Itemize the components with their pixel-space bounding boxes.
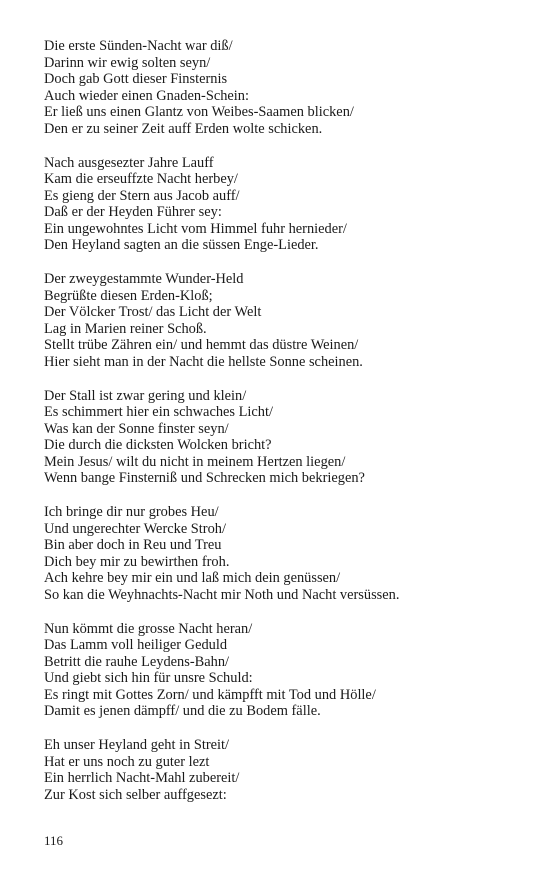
poem-line: Bin aber doch in Reu und Treu	[44, 537, 222, 553]
poem-line: Den er zu seiner Zeit auff Erden wolte schicken.	[44, 120, 323, 137]
poem-line: Nun kömmt die grosse Nacht heran/	[44, 620, 253, 637]
poem-line: Ein ungewohntes Licht vom Himmel fuhr hernieder/	[44, 220, 347, 237]
poem-line: Damit es jenen dämpff/ und die zu Bodem fälle.	[44, 703, 321, 719]
poem-line: Was kan der Sonne finster seyn/	[44, 420, 229, 437]
poem-line: Zur Kost sich selber auffgesezt:	[44, 786, 227, 803]
poem-line: Betritt die rauhe Leydens-Bahn/	[44, 653, 230, 670]
poem-line: Das Lamm voll heiliger Geduld	[44, 637, 228, 653]
poem-line: Eh unser Heyland geht in Streit/	[44, 737, 230, 753]
poem-line: Den Heyland sagten an die süssen Enge-Lieder.	[44, 237, 319, 253]
poem-line: Ein herrlich Nacht-Mahl zubereit/	[44, 770, 240, 786]
poem-line: Hat er uns noch zu guter lezt	[44, 753, 210, 770]
poem-body	[44, 38, 524, 821]
poem-line: Nach ausgesezter Jahre Lauff	[44, 154, 214, 171]
poem-line: Dich bey mir zu bewirthen froh.	[44, 553, 230, 570]
poem-line: Hier sieht man in der Nacht die hellste Sonne scheinen.	[44, 353, 363, 370]
poem-line: Stellt trübe Zähren ein/ und hemmt das düstre Weinen/	[44, 337, 359, 353]
stanza-5	[44, 504, 524, 603]
poem-line: Er ließ uns einen Glantz von Weibes-Saamen blicken/	[44, 104, 354, 120]
stanza-7	[44, 737, 524, 803]
poem-line: Die erste Sünden-Nacht war diß/	[44, 38, 233, 54]
stanza-6	[44, 621, 524, 720]
poem-line: Darinn wir ewig solten seyn/	[44, 54, 211, 71]
stanza-1	[44, 38, 524, 137]
page-number: 116	[44, 833, 64, 848]
poem-line: Und giebt sich hin für unsre Schuld:	[44, 670, 253, 686]
poem-line: Kam die erseuffzte Nacht herbey/	[44, 171, 238, 187]
poem-line: Ach kehre bey mir ein und laß mich dein genüssen/	[44, 570, 341, 586]
stanza-2	[44, 155, 524, 254]
poem-line: Ich bringe dir nur grobes Heu/	[44, 504, 219, 520]
poem-line: Mein Jesus/ wilt du nicht in meinem Hertzen liegen/	[44, 453, 346, 470]
poem-line: Der Völcker Trost/ das Licht der Welt	[44, 304, 262, 320]
poem-line: So kan die Weyhnachts-Nacht mir Noth und Nacht versüssen.	[44, 586, 400, 603]
poem-line: Daß er der Heyden Führer sey:	[44, 204, 222, 220]
poem-line: Es schimmert hier ein schwaches Licht/	[44, 404, 273, 420]
poem-line: Es ringt mit Gottes Zorn/ und kämpfft mit Tod und Hölle/	[44, 686, 376, 703]
poem-line: Die durch die dicksten Wolcken bricht?	[44, 437, 272, 453]
poem-line: Der Stall ist zwar gering und klein/	[44, 387, 247, 404]
poem-line: Und ungerechter Wercke Stroh/	[44, 520, 226, 537]
poem-line: Lag in Marien reiner Schoß.	[44, 320, 207, 337]
poem-line: Doch gab Gott dieser Finsternis	[44, 71, 228, 87]
stanza-3	[44, 271, 524, 370]
poem-line: Auch wieder einen Gnaden-Schein:	[44, 87, 249, 104]
stanza-4	[44, 388, 524, 487]
poem-line: Der zweygestammte Wunder-Held	[44, 271, 244, 287]
poem-line: Es gieng der Stern aus Jacob auff/	[44, 187, 240, 204]
poem-line: Begrüßte diesen Erden-Kloß;	[44, 287, 213, 304]
poem-line: Wenn bange Finsterniß und Schrecken mich bekriegen?	[44, 470, 365, 486]
